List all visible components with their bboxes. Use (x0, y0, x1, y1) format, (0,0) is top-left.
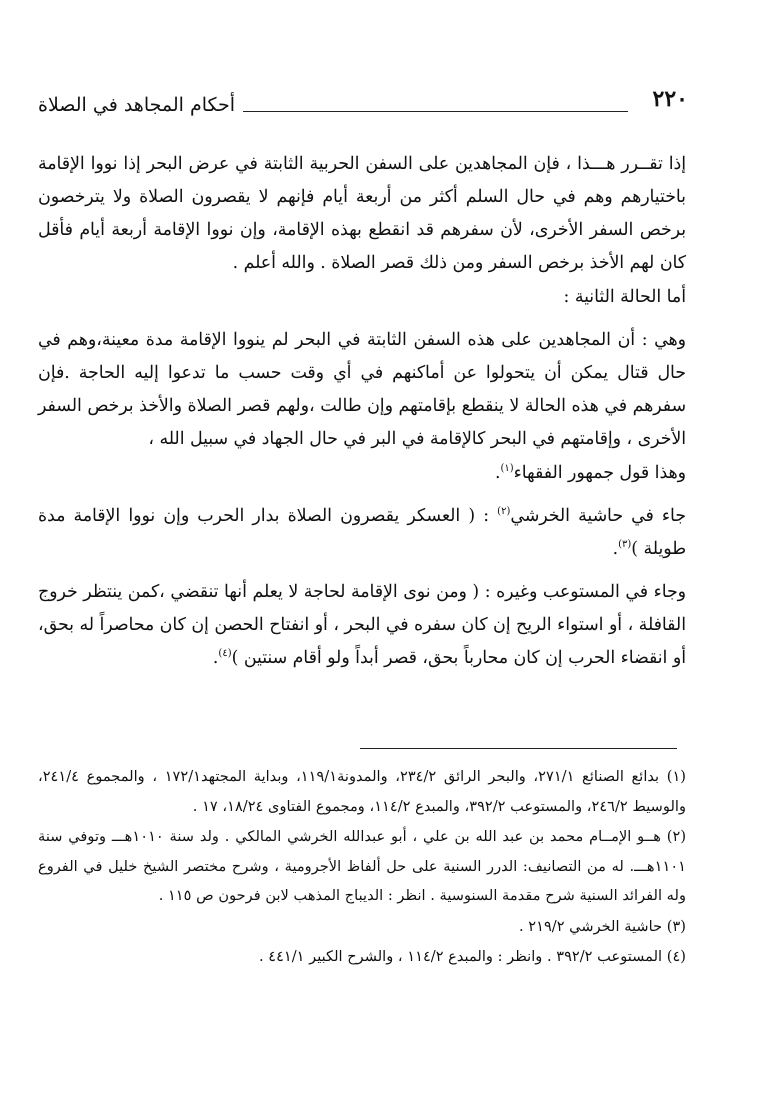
paragraph-5-end: . (612, 539, 619, 559)
paragraph-5-text-a: جاء في حاشية الخرشي (510, 506, 686, 526)
header-rule (243, 111, 628, 112)
body-text (38, 148, 686, 685)
page-number: ٢٢٠ (652, 86, 688, 112)
footnote-2: (٢) هــو الإمــام محمد بن عبد الله بن علي ، أبو عبدالله الخرشي المالكي . ولد سنة ١٠١٠هـــ وتوفي سنة ١١٠١هـــ. له من التصانيف: الدرر السنية على حل ألفاظ الأجرومية ، وشرح مختصر الشيخ خليل في الفروع وله الفرائد السنية شرح مقدمة السنوسية . انظر : الديباج المذهب لابن فرحون ص ١١٥ . (38, 828, 687, 904)
paragraph-5 (38, 500, 686, 566)
footnote-ref-3: (٣) (618, 539, 632, 551)
paragraph-6-end: . (212, 648, 219, 668)
paragraph-4-end: . (494, 463, 501, 483)
paragraph-6 (38, 576, 686, 675)
footnote-ref-4: (٤) (218, 648, 232, 660)
paragraph-2-heading: أما الحالة الثانية : (563, 287, 686, 307)
footnote-4: (٤) المستوعب ٣٩٢/٢ . وانظر : والمبدع ١١٤/٢ ، والشرح الكبير ٤٤١/١ . (258, 948, 686, 965)
page-header (38, 86, 688, 122)
footnote-1: (١) بدائع الصنائع ٢٧١/١، والبحر الرائق ٢٣٤/٢، والمدونة١١٩/١، وبداية المجتهد١٧٢/١ ، والمجموع ٢٤١/٤، والوسيط ٢٤٦/٢، والمستوعب ٣٩٢/٢، والمبدع ١١٤/٢، ومجموع الفتاوى ١٨/٢٤، ١٧ . (38, 768, 686, 815)
paragraph-4-text: وهذا قول جمهور الفقهاء (513, 463, 686, 483)
footnote-separator (360, 748, 677, 749)
paragraph-6-text: وجاء في المستوعب وغيره : ( ومن نوى الإقامة لحاجة لا يعلم أنها تنقضي ،كمن ينتظر خروج القافلة ، أو استواء الريح إن كان سفره في البحر ، أو انفتاح الحصن إن كان محاصراً له بحق، أو انقضاء الحرب إن كان محارباً بحق، قصر أبداً ولو أقام سنتين ) (38, 582, 686, 668)
footnote-ref-1: (١) (500, 463, 514, 475)
paragraph-4 (38, 457, 686, 490)
paragraph-3: وهي : أن المجاهدين على هذه السفن الثابتة في البحر لم ينووا الإقامة مدة معينة،وهم في حال قتال يمكن أن يتحولوا عن أماكنهم في أي وقت حسب ما تدعوا إليه الحاجة .فإن سفرهم في هذه الحالة لا ينقطع بإقامتهم وإن طالت ،ولهم قصر الصلاة والأخذ برخص السفر الأخرى ، وإقامتهم في البحر كالإقامة في البر في حال الجهاد في سبيل الله ، (38, 330, 686, 449)
footnote-3: (٣) حاشية الخرشي ٢١٩/٢ . (518, 917, 686, 935)
running-title: أحكام المجاهد في الصلاة (38, 94, 236, 116)
paragraph-1: إذا تقــرر هـــذا ، فإن المجاهدين على السفن الحربية الثابتة في عرض البحر إذا نووا الإقامة باختيارهم وهم في حال السلم أكثر من أربعة أيام فإنهم لا يقصرون الصلاة ولا يترخصون برخص السفر الأخرى، لأن سفرهم قد انقطع بهذه الإقامة، وإن نووا الإقامة أربعة أيام فأقل كان لهم الأخذ برخص السفر ومن ذلك قصر الصلاة . والله أعلم . (38, 154, 686, 273)
paragraph-5-text-b: : ( العسكر يقصرون الصلاة بدار الحرب وإن نووا الإقامة مدة طويلة ) (38, 506, 686, 559)
footnotes (38, 762, 686, 973)
footnote-ref-2: (٢) (497, 506, 511, 518)
